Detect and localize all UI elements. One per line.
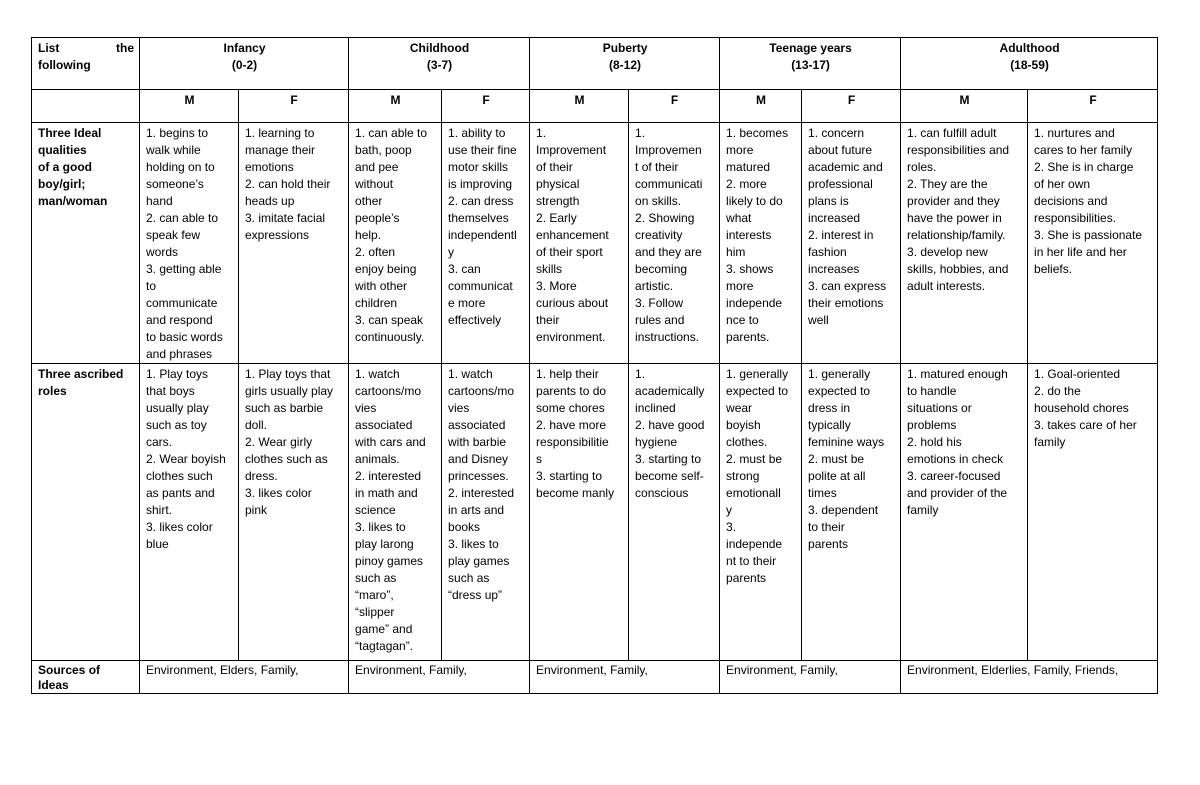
cell-text-line: 1. (635, 126, 646, 140)
cell-text-line: responsibilities. (1034, 211, 1117, 225)
female-header-cell: F (1028, 90, 1158, 123)
cell-text-line: 3. can express (808, 279, 887, 293)
cell-text-line: pink (245, 503, 268, 517)
cell-text-line: strength (536, 194, 580, 208)
cell-text-line: vies (355, 401, 377, 415)
cell-text-line: 2. Early (536, 211, 577, 225)
cell-text-line: and pee (355, 160, 399, 174)
cell-text-line: 3. takes care of her (1034, 418, 1137, 432)
cell-text-line: pinoy games (355, 554, 424, 568)
cell-text-line: science (355, 503, 396, 517)
cell-text-line: feminine ways (808, 435, 885, 449)
cell-text-line: 2. do the (1034, 384, 1081, 398)
sources-cell: Environment, Elderlies, Family, Friends, (901, 661, 1158, 694)
cell-text-line: 1. watch (448, 367, 493, 381)
cell-text-line: as pants and (146, 486, 215, 500)
cell-text-line: 1. learning to (245, 126, 315, 140)
cell-text-line: with other (355, 279, 408, 293)
cell-text-line: 1. watch (355, 367, 400, 381)
cell-text-line: on skills. (635, 194, 682, 208)
row-label-cell (32, 123, 140, 364)
cell-text-line: such as toy (146, 418, 207, 432)
cell-text-line: 3. likes color (146, 520, 213, 534)
male-header-cell: M (901, 90, 1028, 123)
sources-cell: Environment, Elders, Family, (140, 661, 349, 694)
cell-text-line: emotionall (726, 486, 781, 500)
cell-text-line: with cars and (355, 435, 426, 449)
cell-text-line: nt to their (726, 554, 777, 568)
cell-text-line: what (726, 211, 752, 225)
table-cell (349, 364, 442, 661)
cell-text-line: t of their (635, 160, 679, 174)
table-cell (1028, 123, 1158, 364)
cell-text-line: associated (355, 418, 413, 432)
table-cell (349, 123, 442, 364)
cell-text-line: “slipper (355, 605, 395, 619)
cell-text-line: artistic. (635, 279, 674, 293)
cell-text-line: that boys (146, 384, 195, 398)
cell-text-line: 3. likes color (245, 486, 312, 500)
cell-text-line: 3. starting to (635, 452, 702, 466)
ideal-qualities-row (32, 123, 1158, 364)
stage-name: Adulthood (999, 41, 1060, 55)
cell-text-line: 2. They are the (907, 177, 988, 191)
cell-text-line: environment. (536, 330, 606, 344)
cell-text-line: doll. (245, 418, 268, 432)
female-header-cell: F (239, 90, 349, 123)
stage-name: Puberty (602, 41, 648, 55)
cell-text-line: academic and (808, 160, 883, 174)
cell-text-line: their (536, 313, 560, 327)
list-header-word: the (116, 41, 134, 55)
table-cell (629, 123, 720, 364)
cell-text-line: walk while (146, 143, 201, 157)
sources-cell: Environment, Family, (349, 661, 530, 694)
cell-text-line: emotions in check (907, 452, 1004, 466)
cell-text-line: 1. becomes (726, 126, 789, 140)
table-cell (442, 123, 530, 364)
cell-text-line: someone’s (146, 177, 204, 191)
row-label-line: of a good (38, 160, 92, 174)
cell-text-line: and Disney (448, 452, 509, 466)
cell-text-line: provider and they (907, 194, 1000, 208)
cell-text-line: independentl (448, 228, 517, 242)
cell-text-line: 3. dependent (808, 503, 879, 517)
stage-age-range: (13-17) (791, 58, 830, 72)
cell-text-line: 3. getting able (146, 262, 222, 276)
cell-text-line: shirt. (146, 503, 173, 517)
stage-header-puberty (530, 38, 720, 90)
cell-text-line: 1. can able to (355, 126, 428, 140)
cell-text-line: cartoons/mo (355, 384, 422, 398)
cell-text-line: such as barbie (245, 401, 324, 415)
cell-text-line: family (1034, 435, 1066, 449)
cell-text-line: usually play (146, 401, 209, 415)
list-header-line: following (38, 58, 91, 72)
table-cell (720, 123, 802, 364)
cell-text-line: other (355, 194, 383, 208)
cell-text-line: Improvemen (635, 143, 702, 157)
cell-text-line: heads up (245, 194, 295, 208)
cell-text-line: skills, hobbies, and (907, 262, 1009, 276)
cell-text-line: clothes such as (245, 452, 328, 466)
cell-text-line: roles. (907, 160, 937, 174)
cell-text-line: 1. begins to (146, 126, 209, 140)
sex-header-row (32, 90, 1158, 123)
cell-text-line: boyish (726, 418, 761, 432)
cell-text-line: is improving (448, 177, 513, 191)
cell-text-line: “dress up” (448, 588, 503, 602)
table-cell (802, 123, 901, 364)
cell-text-line: communicate (146, 296, 218, 310)
cell-text-line: motor skills (448, 160, 509, 174)
development-table (31, 37, 1158, 694)
cell-text-line: communicati (635, 177, 703, 191)
cell-text-line: and phrases (146, 347, 213, 361)
cell-text-line: 1. Play toys (146, 367, 209, 381)
cell-text-line: y (726, 503, 733, 517)
female-header-cell: F (629, 90, 720, 123)
cell-text-line: associated (448, 418, 506, 432)
table-cell (901, 123, 1028, 364)
cell-text-line: strong (726, 469, 760, 483)
cell-text-line: 2. must be (808, 452, 865, 466)
cell-text-line: their emotions (808, 296, 884, 310)
cell-text-line: 3. likes to (448, 537, 499, 551)
row-label-cell (32, 364, 140, 661)
cell-text-line: more (726, 143, 754, 157)
cell-text-line: 3. starting to (536, 469, 603, 483)
cell-text-line: 1. generally (726, 367, 789, 381)
cell-text-line: about future (808, 143, 873, 157)
row-label-line: qualities (38, 143, 87, 157)
table-cell (530, 123, 629, 364)
cell-text-line: skills (536, 262, 563, 276)
cell-text-line: wear (726, 401, 753, 415)
table-cell (239, 364, 349, 661)
stage-header-infancy (140, 38, 349, 90)
cell-text-line: 1. help their (536, 367, 599, 381)
cell-text-line: polite at all (808, 469, 866, 483)
cell-text-line: expected to (808, 384, 871, 398)
cell-text-line: speak few (146, 228, 201, 242)
cell-text-line: effectively (448, 313, 502, 327)
cell-text-line: typically (808, 418, 851, 432)
cell-text-line: expected to (726, 384, 789, 398)
cell-text-line: 3. She is passionate (1034, 228, 1143, 242)
cell-text-line: 1. (635, 367, 646, 381)
cell-text-line: such as (355, 571, 397, 585)
cell-text-line: enjoy being (355, 262, 417, 276)
cell-text-line: 2. can able to (146, 211, 219, 225)
cell-text-line: conscious (635, 486, 689, 500)
cell-text-line: 3. develop new (907, 245, 988, 259)
cell-text-line: problems (907, 418, 957, 432)
cell-text-line: parents to do (536, 384, 607, 398)
sources-row (32, 661, 1158, 694)
male-header-cell: M (720, 90, 802, 123)
sources-label-cell: Sources of Ideas (32, 661, 140, 694)
cell-text-line: of their sport (536, 245, 603, 259)
row-label-line: man/woman (38, 194, 108, 208)
cell-text-line: without (355, 177, 394, 191)
stage-name: Childhood (409, 41, 470, 55)
table-cell (1028, 364, 1158, 661)
list-header-cell (32, 38, 140, 90)
cell-text-line: game” and (355, 622, 413, 636)
cell-text-line: dress in (808, 401, 851, 415)
cell-text-line: fashion (808, 245, 847, 259)
cell-text-line: hand (146, 194, 173, 208)
cell-text-line: 2. hold his (907, 435, 962, 449)
cell-text-line: in math and (355, 486, 418, 500)
cell-text-line: manage their (245, 143, 316, 157)
cell-text-line: situations or (907, 401, 972, 415)
cell-text-line: likely to do (726, 194, 783, 208)
cell-text-line: of her own (1034, 177, 1091, 191)
cell-text-line: 2. Wear girly (245, 435, 313, 449)
cell-text-line: play larong (355, 537, 414, 551)
cell-text-line: 2. She is in charge (1034, 160, 1134, 174)
cell-text-line: instructions. (635, 330, 700, 344)
cell-text-line: increases (808, 262, 860, 276)
cell-text-line: become manly (536, 486, 615, 500)
table-cell (442, 364, 530, 661)
cell-text-line: 1. (536, 126, 547, 140)
cell-text-line: 2. more (726, 177, 767, 191)
cell-text-line: 3. career-focused (907, 469, 1001, 483)
cell-text-line: play games (448, 554, 510, 568)
cell-text-line: 3. Follow (635, 296, 684, 310)
cell-text-line: 2. Showing (635, 211, 695, 225)
cell-text-line: use their fine (448, 143, 517, 157)
cell-text-line: themselves (448, 211, 509, 225)
cell-text-line: emotions (245, 160, 294, 174)
male-header-cell: M (349, 90, 442, 123)
cell-text-line: communicat (448, 279, 513, 293)
female-header-cell: F (442, 90, 530, 123)
stage-header-row (32, 38, 1158, 90)
cell-text-line: rules and (635, 313, 685, 327)
row-label-line: roles (38, 384, 67, 398)
cell-text-line: princesses. (448, 469, 509, 483)
stage-name: Teenage years (769, 41, 852, 55)
cell-text-line: decisions and (1034, 194, 1108, 208)
table-cell (140, 123, 239, 364)
table-cell (901, 364, 1028, 661)
cell-text-line: parents (726, 571, 767, 585)
cell-text-line: to their (808, 520, 845, 534)
cell-text-line: Improvement (536, 143, 607, 157)
table-cell (239, 123, 349, 364)
cell-text-line: people’s (355, 211, 400, 225)
row-label-line: Three ascribed (38, 367, 124, 381)
cell-text-line: parents. (726, 330, 770, 344)
ascribed-roles-row (32, 364, 1158, 661)
cell-text-line: 3. can speak (355, 313, 424, 327)
cell-text-line: cars. (146, 435, 173, 449)
cell-text-line: 2. often (355, 245, 396, 259)
cell-text-line: family (907, 503, 939, 517)
cell-text-line: animals. (355, 452, 400, 466)
cell-text-line: e more (448, 296, 486, 310)
female-header-cell: F (802, 90, 901, 123)
cell-text-line: vies (448, 401, 470, 415)
cell-text-line: well (808, 313, 829, 327)
stage-age-range: (3-7) (426, 58, 453, 72)
cell-text-line: matured (726, 160, 771, 174)
cell-text-line: to handle (907, 384, 957, 398)
cell-text-line: adult interests. (907, 279, 986, 293)
stage-header-teenage-years (720, 38, 901, 90)
row-label-line: boy/girl; (38, 177, 86, 191)
cell-text-line: him (726, 245, 746, 259)
cell-text-line: children (355, 296, 398, 310)
cell-text-line: 1. generally (808, 367, 871, 381)
list-header-word: List (38, 41, 60, 55)
cell-text-line: and provider of the (907, 486, 1008, 500)
cell-text-line: 2. can dress (448, 194, 514, 208)
cell-text-line: 2. interested (448, 486, 515, 500)
cell-text-line: plans is (808, 194, 849, 208)
cell-text-line: 3. shows (726, 262, 774, 276)
cell-text-line: household chores (1034, 401, 1129, 415)
male-header-cell: M (140, 90, 239, 123)
cell-text-line: curious about (536, 296, 609, 310)
stage-age-range: (18-59) (1010, 58, 1049, 72)
cell-text-line: 3. likes to (355, 520, 406, 534)
cell-text-line: 2. Wear boyish (146, 452, 226, 466)
cell-text-line: and they are (635, 245, 702, 259)
cell-text-line: and respond (146, 313, 213, 327)
stage-name: Infancy (223, 41, 266, 55)
table-cell (140, 364, 239, 661)
cell-text-line: 1. matured enough (907, 367, 1008, 381)
cell-text-line: cartoons/mo (448, 384, 515, 398)
cell-text-line: with barbie (448, 435, 507, 449)
cell-text-line: academically (635, 384, 705, 398)
table-cell (530, 364, 629, 661)
cell-text-line: 1. concern (808, 126, 865, 140)
male-header-cell: M (530, 90, 629, 123)
cell-text-line: more (726, 279, 754, 293)
sources-cell: Environment, Family, (530, 661, 720, 694)
cell-text-line: 2. interested (355, 469, 422, 483)
cell-text-line: to basic words (146, 330, 223, 344)
cell-text-line: “maro”, (355, 588, 394, 602)
cell-text-line: 3. (726, 520, 737, 534)
cell-text-line: help. (355, 228, 382, 242)
cell-text-line: 2. interest in (808, 228, 874, 242)
sources-cell: Environment, Family, (720, 661, 901, 694)
cell-text-line: 3. More (536, 279, 577, 293)
cell-text-line: s (536, 452, 543, 466)
cell-text-line: physical (536, 177, 580, 191)
cell-text-line: inclined (635, 401, 676, 415)
cell-text-line: of their (536, 160, 573, 174)
cell-text-line: 2. have more (536, 418, 607, 432)
cell-text-line: increased (808, 211, 861, 225)
cell-text-line: responsibilitie (536, 435, 609, 449)
cell-text-line: in arts and (448, 503, 505, 517)
cell-text-line: have the power in (907, 211, 1002, 225)
cell-text-line: enhancement (536, 228, 609, 242)
cell-text-line: independe (726, 296, 783, 310)
cell-text-line: 1. Goal-oriented (1034, 367, 1121, 381)
cell-text-line: “tagtagan”. (355, 639, 414, 653)
cell-text-line: 1. ability to (448, 126, 506, 140)
cell-text-line: become self- (635, 469, 704, 483)
stage-age-range: (8-12) (609, 58, 642, 72)
cell-text-line: continuously. (355, 330, 425, 344)
cell-text-line: some chores (536, 401, 605, 415)
cell-text-line: such as (448, 571, 490, 585)
table-cell (802, 364, 901, 661)
cell-text-line: interests (726, 228, 772, 242)
cell-text-line: nce to (726, 313, 759, 327)
cell-text-line: professional (808, 177, 873, 191)
cell-text-line: parents (808, 537, 849, 551)
cell-text-line: y (448, 245, 455, 259)
cell-text-line: expressions (245, 228, 310, 242)
cell-text-line: blue (146, 537, 169, 551)
cell-text-line: 1. can fulfill adult (907, 126, 997, 140)
cell-text-line: 3. imitate facial (245, 211, 326, 225)
cell-text-line: 3. can (448, 262, 481, 276)
cell-text-line: 2. can hold their (245, 177, 331, 191)
table-cell (629, 364, 720, 661)
row-label-line: Three Ideal (38, 126, 102, 140)
cell-text-line: 1. nurtures and (1034, 126, 1115, 140)
list-header-line (38, 40, 134, 57)
cell-text-line: in her life and her (1034, 245, 1127, 259)
cell-text-line: to (146, 279, 157, 293)
cell-text-line: holding on to (146, 160, 215, 174)
cell-text-line: clothes such (146, 469, 213, 483)
cell-text-line: 2. must be (726, 452, 783, 466)
cell-text-line: girls usually play (245, 384, 334, 398)
cell-text-line: 2. have good (635, 418, 705, 432)
cell-text-line: clothes. (726, 435, 768, 449)
cell-text-line: independe (726, 537, 783, 551)
cell-text-line: relationship/family. (907, 228, 1006, 242)
empty-corner-cell (32, 90, 140, 123)
cell-text-line: bath, poop (355, 143, 412, 157)
stage-age-range: (0-2) (231, 58, 258, 72)
cell-text-line: hygiene (635, 435, 678, 449)
cell-text-line: times (808, 486, 837, 500)
cell-text-line: 1. Play toys that (245, 367, 331, 381)
stage-header-adulthood (901, 38, 1158, 90)
cell-text-line: becoming (635, 262, 688, 276)
cell-text-line: dress. (245, 469, 278, 483)
cell-text-line: cares to her family (1034, 143, 1133, 157)
table-cell (720, 364, 802, 661)
cell-text-line: words (146, 245, 179, 259)
stage-header-childhood (349, 38, 530, 90)
cell-text-line: creativity (635, 228, 683, 242)
cell-text-line: beliefs. (1034, 262, 1073, 276)
cell-text-line: responsibilities and (907, 143, 1010, 157)
cell-text-line: books (448, 520, 481, 534)
